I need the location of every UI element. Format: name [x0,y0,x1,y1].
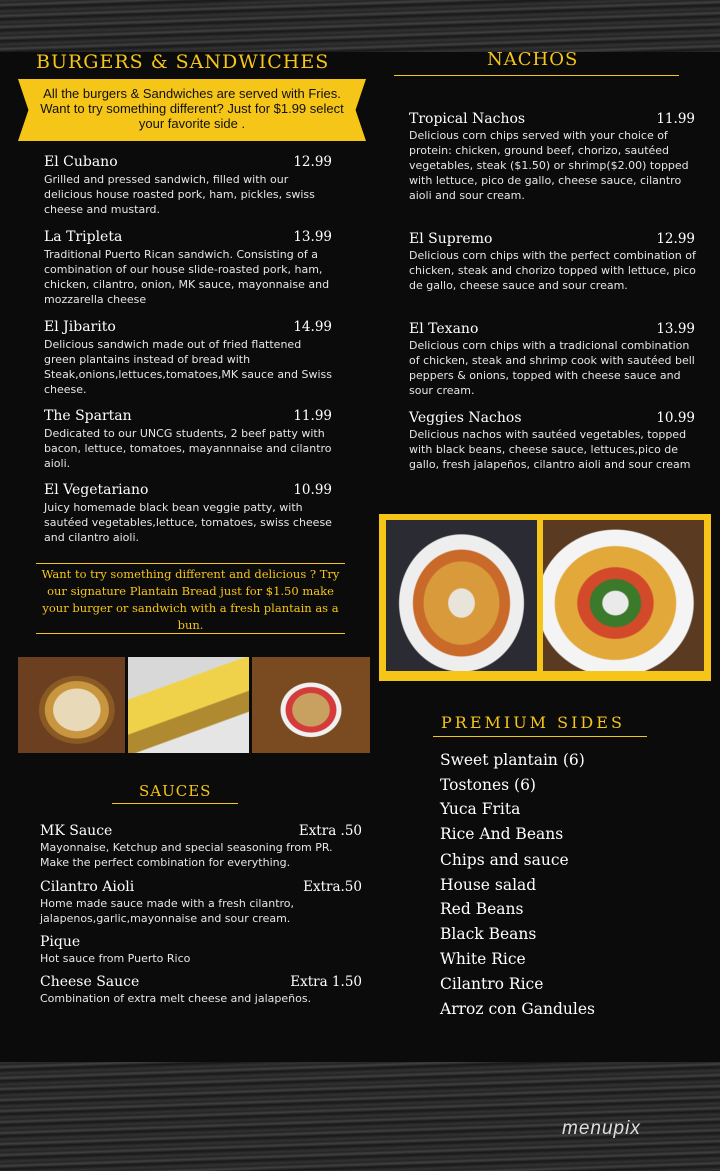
item-name: Veggies Nachos [409,410,522,426]
nachos-photo-2 [543,520,704,671]
item-price: Extra .50 [298,823,362,839]
menupix-watermark: menupix [562,1118,641,1139]
side-item: Yuca Frita [440,800,521,818]
item-description: Hot sauce from Puerto Rico [40,952,191,965]
burgers-section-title: BURGERS & SANDWICHES [36,51,330,73]
sauce-item-cheese [40,974,362,1008]
plantain-promo-text: Want to try something different and delicious ? Try our signature Plantain Bread just for $1.50 make your burger or sandwich with a fresh plantain as a bun. [41,567,340,632]
item-price: 11.99 [293,408,332,424]
nacho-item-veggies [409,410,695,490]
side-item: Black Beans [440,925,537,943]
sandwich-photo-1 [18,657,125,753]
item-name: Cilantro Aioli [40,879,135,895]
sauce-item-mk [40,823,362,871]
side-item: Chips and sauce [440,851,569,869]
item-name: El Jibarito [44,319,116,335]
sauces-section-title: SAUCES [139,782,212,800]
item-price: 10.99 [656,410,695,426]
menu-item-the-spartan [44,408,332,472]
item-description: Delicious corn chips with the perfect combination of chicken, steak and chorizo topped with lettuce, pico de gallo, cheese sauce and sour cream. [409,249,696,292]
item-name: La Tripleta [44,229,123,245]
menu-item-la-tripleta [44,229,332,309]
item-description: Delicious sandwich made out of fried flattened green plantains instead of bread with Steak,onions,lettuces,tomatoes,MK sauce and Swiss cheese. [44,338,333,396]
item-price: 13.99 [656,321,695,337]
item-description: Grilled and pressed sandwich, filled with our delicious house roasted pork, ham, pickles, swiss cheese and mustard. [44,173,315,216]
menu-item-el-vegetariano [44,482,332,546]
sauces-underline [112,803,238,804]
item-price: 12.99 [293,154,332,170]
nacho-item-tropical [409,111,695,221]
side-item: Tostones (6) [440,776,536,794]
item-name: Cheese Sauce [40,974,140,990]
item-description: Traditional Puerto Rican sandwich. Consisting of a combination of our house slide-roasted pork, ham, chicken, cilantro, onion, MK sauce, mayonnaise and mozzarella cheese [44,248,330,306]
item-name: Pique [40,934,81,950]
sauce-item-cilantro-aioli [40,879,362,927]
item-description: Mayonnaise, Ketchup and special seasoning from PR. Make the perfect combination for everything. [40,841,333,869]
side-item: Cilantro Rice [440,975,544,993]
item-description: Juicy homemade black bean veggie patty, with sautéed vegetables,lettuce, tomatoes, swiss cheese and cilantro aioli. [44,501,332,544]
item-price: 11.99 [656,111,695,127]
sides-underline [433,736,647,737]
item-name: MK Sauce [40,823,113,839]
item-name: Tropical Nachos [409,111,526,127]
menu-item-el-jibarito [44,319,332,399]
nachos-section-title: NACHOS [487,49,579,70]
nacho-item-texano [409,321,695,401]
item-description: Delicious corn chips with a tradicional combination of chicken, steak and shrimp cook with sautéed bell peppers & onions, topped with cheese sauce and sour cream. [409,339,695,397]
item-price: 12.99 [656,231,695,247]
item-name: El Cubano [44,154,118,170]
item-price: 14.99 [293,319,332,335]
item-description: Delicious corn chips served with your choice of protein: chicken, ground beef, chorizo, sautéed vegetables, steak ($1.50) or shrimp($2.00) topped with lettuce, pico de gallo, cheese sauce, cilantro aioli and sour cream. [409,129,689,202]
top-brush-stroke [0,0,720,52]
item-name: The Spartan [44,408,132,424]
side-item: House salad [440,876,537,894]
item-description: Dedicated to our UNCG students, 2 beef patty with bacon, lettuce, tomatoes, mayannnaise and cilantro aioli. [44,427,332,470]
menu-item-el-cubano [44,154,332,218]
burgers-banner-text: All the burgers & Sandwiches are served with Fries. Want to try something different? Just for $1.99 select your favorite side . [40,86,344,131]
side-item: White Rice [440,950,526,968]
item-price: Extra 1.50 [290,974,362,990]
item-name: El Texano [409,321,479,337]
item-price: 13.99 [293,229,332,245]
sandwich-photo-3 [252,657,370,753]
item-name: El Vegetariano [44,482,149,498]
item-description: Delicious nachos with sautéed vegetables, topped with black beans, cheese sauce, lettuces,pico de gallo, fresh jalapeños, cilantro aioli and sour cream [409,428,691,471]
sides-section-title: PREMIUM SIDES [441,713,625,732]
sandwich-photo-2 [128,657,249,753]
side-item: Rice And Beans [440,825,564,843]
item-description: Home made sauce made with a fresh cilantro, jalapenos,garlic,mayonnaise and sour cream. [40,897,295,925]
item-price: 10.99 [293,482,332,498]
nachos-underline [394,75,679,76]
sauce-item-pique [40,934,362,968]
side-item: Sweet plantain (6) [440,751,585,769]
nacho-item-supremo [409,231,695,311]
item-description: Combination of extra melt cheese and jalapeños. [40,992,312,1005]
side-item: Arroz con Gandules [440,1000,595,1018]
item-name: El Supremo [409,231,493,247]
item-price: Extra.50 [303,879,362,895]
side-item: Red Beans [440,900,524,918]
nachos-photo-1 [386,520,537,671]
